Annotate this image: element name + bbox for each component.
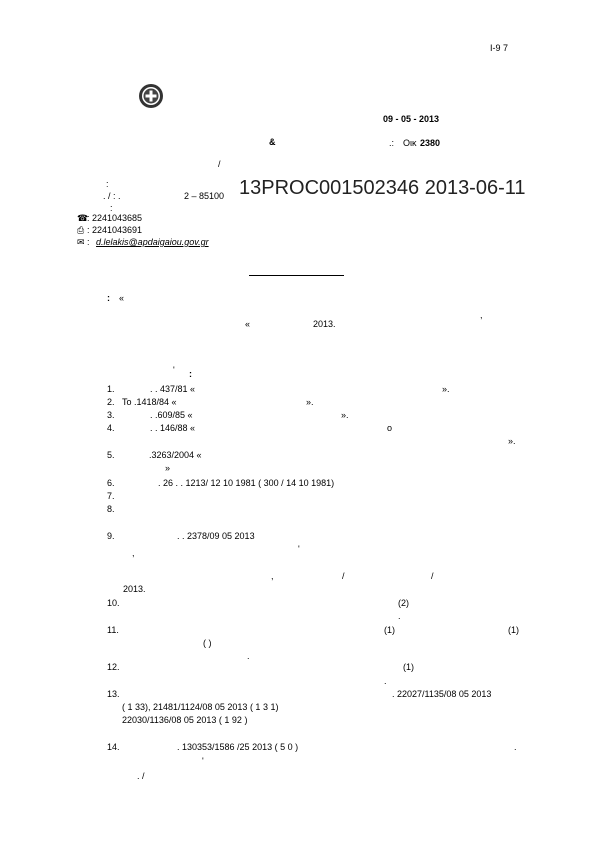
item-tail: .: [398, 611, 401, 621]
item-line-3: 22030/1136/08 05 2013 ( 1 92 ): [122, 715, 248, 725]
item-end: ο: [387, 423, 393, 433]
subject-label: :: [107, 293, 110, 303]
protocol-stamp: 13PROC001502346 2013-06-11: [239, 177, 526, 199]
subject-quote: «: [119, 293, 125, 303]
item-number: 14.: [107, 742, 120, 752]
item-text: . 26 . . 1213/ 12 10 1981 ( 300 / 14 10 1981): [158, 478, 335, 488]
item-number: 12.: [107, 662, 120, 672]
item-line-2b: ': [298, 544, 300, 554]
postcode: 2 – 85100: [184, 191, 225, 201]
item-text: . . 2378/09 05 2013: [177, 531, 255, 541]
document-date: 09 - 05 - 2013: [383, 114, 440, 124]
item-text: Το .1418/84 «: [122, 397, 177, 407]
item-number: 2.: [107, 397, 115, 407]
item-tail: .: [247, 651, 250, 661]
item-line-2: ': [202, 756, 204, 766]
item-number: 8.: [107, 504, 115, 514]
phone-icon: ☎: [77, 213, 89, 223]
intro-comma: ,: [480, 310, 483, 320]
item-number: 5.: [107, 450, 115, 460]
item-text: (1): [384, 625, 395, 635]
email-label: :: [87, 237, 90, 247]
item-number: 7.: [107, 491, 115, 501]
title-underline: [249, 275, 344, 276]
item-line-3: . /: [137, 771, 145, 781]
item-line-2: ( ): [203, 638, 212, 648]
item-number: 11.: [107, 625, 119, 635]
intro-year: 2013.: [313, 319, 336, 329]
page-number: Ι-9 7: [490, 43, 509, 53]
item-tail: .: [514, 742, 517, 752]
item-end-2: ».: [508, 436, 516, 446]
item-text: . .609/85 «: [150, 410, 193, 420]
item-text: . . 437/81 «: [150, 384, 196, 394]
item-number: 10.: [107, 598, 120, 608]
email-row: [77, 238, 209, 247]
item-text: (2): [398, 598, 409, 608]
item-number: 9.: [107, 531, 115, 541]
item-line-3a: ,: [271, 571, 274, 581]
item-line-3b: /: [342, 571, 345, 581]
item-line-2a: ,: [132, 548, 135, 558]
fax-icon: ⎙: [77, 225, 85, 235]
item-number: 4.: [107, 423, 115, 433]
ref-prefix: Οικ: [403, 138, 417, 148]
item-line-3c: /: [431, 571, 434, 581]
item-end: ».: [442, 384, 450, 394]
ref-separator: .:: [389, 138, 395, 148]
address-line: . / : .: [103, 191, 121, 201]
item-text: . . 146/88 «: [150, 423, 196, 433]
item-line-2: »: [165, 463, 171, 473]
intro-quote: «: [245, 319, 251, 329]
phone-row: [77, 214, 142, 223]
header-slash: /: [218, 159, 221, 169]
phone-number: : 2241043685: [87, 213, 143, 223]
item-line-2: ( 1 33), 21481/1124/08 05 2013 ( 1 3 1): [122, 702, 279, 712]
item-number: 13.: [107, 689, 120, 699]
greek-emblem-icon: [138, 83, 164, 109]
item-line-4: 2013.: [123, 584, 146, 594]
item-number: 1.: [107, 384, 115, 394]
item-tail: .: [384, 676, 387, 686]
address-colon-2: :: [110, 203, 113, 213]
fax-row: [77, 226, 142, 235]
reference-number: 2380: [420, 138, 441, 148]
legal-header-colon: :: [189, 369, 192, 379]
envelope-icon: ✉: [77, 237, 85, 247]
address-colon: :: [106, 179, 109, 189]
item-number: 3.: [107, 410, 115, 420]
item-text-b: (1): [508, 625, 519, 635]
item-text: .3263/2004 «: [149, 450, 202, 460]
fax-number: : 2241043691: [87, 225, 143, 235]
email-link[interactable]: d.lelakis@apdaigaiou.gov.gr: [96, 237, 209, 247]
header-ampersand: &: [269, 137, 276, 147]
legal-header-mark: ': [173, 365, 175, 375]
item-end: ».: [341, 410, 349, 420]
item-text: . 22027/1135/08 05 2013: [392, 689, 492, 699]
item-text: . 130353/1586 /25 2013 ( 5 0 ): [177, 742, 299, 752]
item-end: ».: [306, 397, 314, 407]
item-number: 6.: [107, 478, 115, 488]
item-text: (1): [403, 662, 414, 672]
